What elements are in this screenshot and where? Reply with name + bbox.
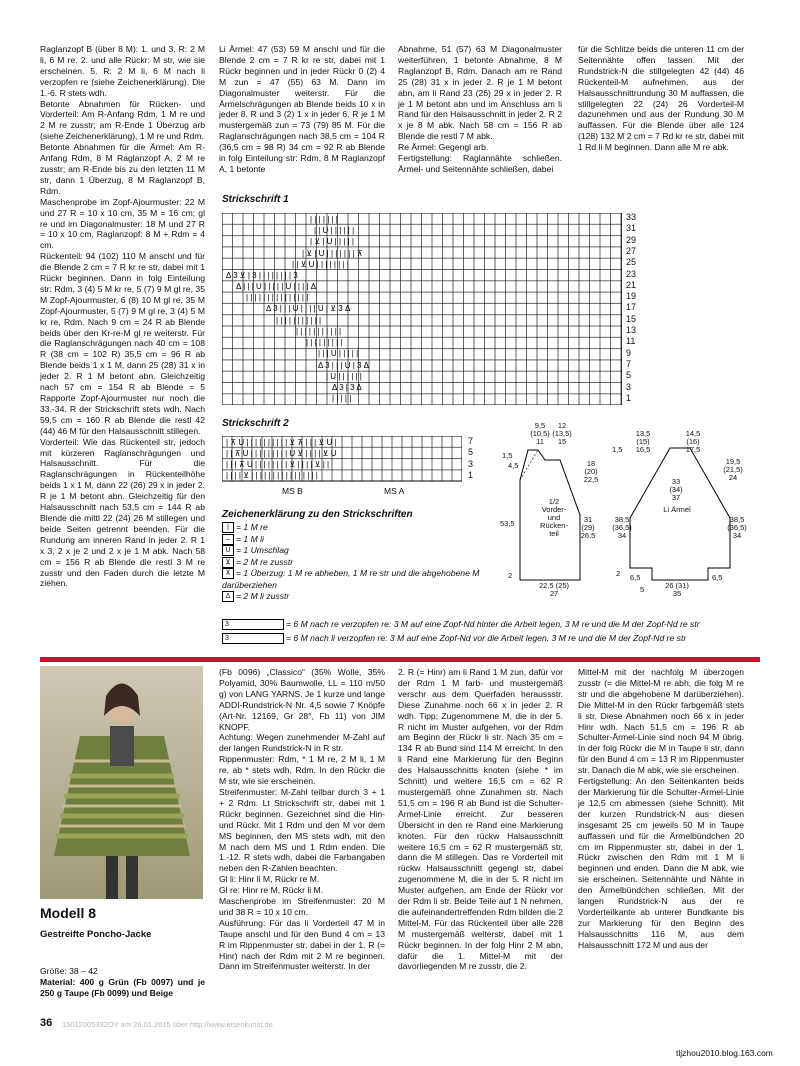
svg-text:| | | | |: | | | | |: [332, 394, 352, 403]
row-num: 23: [626, 268, 637, 279]
paragraph-re-aermel: Re Ärmel: Gegengl arb.: [398, 142, 489, 153]
page-number: 36: [40, 1017, 53, 1029]
chart2-grid: [222, 436, 462, 483]
legend-text: = 1 M li: [236, 533, 264, 544]
schema-sleeve: [612, 428, 752, 600]
svg-text:Δ 3 ⊻ | 3 | | | | | | | | 3: Δ 3 ⊻ | 3 | | | | | | | | 3: [226, 271, 298, 280]
cable-num: 3: [225, 635, 229, 643]
schema-body: [500, 420, 610, 600]
schema-s3: 1,5: [612, 445, 623, 454]
row-num: 1: [626, 392, 632, 403]
paragraph-fertigstellung: Fertigstellung: Raglannähte schließen. Ärmel- und Seitennähte schließen, dabei: [398, 153, 562, 174]
model-title: Modell 8: [40, 905, 97, 921]
model-photo-illustration: [40, 666, 203, 899]
row-num: 27: [626, 245, 637, 256]
paragraph-streifenmuster: Streifenmuster: M-Zahl teilbar durch 3 + 1 + 2 Rdm. Lt Strickschrift str, dabei mit 1 Rückr beginnen. Gezeichnet sind die Hin- und Rückr. Mit 1 Rdm und den M vor dem MS beginnen, den MS stets wdh, mit den M nach dem MS und 1 Rdm enden. Die 1.-12. R stets wdh, dabei die Farbangaben neben den R-Zahlen beachten.: [219, 786, 385, 874]
legend-item: [222, 557, 542, 569]
legend-item: [222, 545, 542, 557]
legend-item: [222, 519, 542, 534]
paragraph-betonte-abnahmen: Betonte Abnahmen für Rücken- und Vorderteil: Am R-Anfang Rdm, 1 M re und 2 M re zusstr; am R-Ende 1 Überzug arb (siehe Zeichenerklärung), 1 M re und Rdm.: [40, 98, 205, 142]
legend-item: [222, 591, 542, 603]
schema-sleeve-label: Li Ärmel: [663, 505, 691, 514]
text-column-2: [219, 44, 385, 175]
schema-m4: 31 (29) 26,5: [580, 515, 596, 540]
row-num: 1: [468, 469, 474, 480]
paragraph-vorderteil: Vorderteil: Wie das Rückenteil str, jedoch mit kürzeren Raglanschrägungen und Halsausschnitt. Für die Raglanschrägungen in Rückenteilhöhe beids 1 x 1 M, dann 22 (26) 29 x in jeder 2. R je 1 M betont abn. Gleichzeitig für den Halsausschnitt nach 53,5 cm = 144 R ab Blende die mittl 22 (24) 26 M stillegen und beide Seiten getrennt beenden. Für die Rundung am inneren Rand in jeder 2. R 1 x 3, 2 x je 2 und 2 x je 1 M abk. Nach 58 cm = 156 R ab Blende die restl 3 M re zusstr und den Faden durch die letzte M ziehen.: [40, 436, 205, 589]
svg-text:| | | | | | | | | | |: | | | | | | | | | | |: [296, 327, 342, 336]
paragraph-raglanzopf-b: Raglanzopf B (über 8 M): 1. und 3. R: 2 M li, 6 M re. 2. und alle Rückr: M str, wie sie erscheinen. 5. R: 2 M li, 6 M nach li verzopfen re (siehe Zeichenerklärung). Die 1.-6. R stets wdh.: [40, 44, 205, 98]
schema-m2: 4,5: [508, 461, 519, 470]
legend-text: = 1 Überzug: 1 M re abheben, 1 M re str und die abgehobene M darüberziehen: [222, 568, 480, 590]
legend-text: = 2 M re zusstr: [236, 556, 294, 567]
schema-s9: 26 (31) 35: [665, 581, 689, 598]
legend-cable-right: [222, 619, 762, 631]
legend-item: [222, 534, 542, 546]
legend-text: = 1 M re: [236, 522, 268, 532]
paragraph-abnahme: Abnahme, 51 (57) 63 M Diagonalmuster weiterführen, 1 betonte Abnahme, 8 M Raglanzopf B, Rdm. Danach am re Rand 25 (28) 31 x in jeder 2. R je 1 M betont abn, am li Rand 23 (26) 29 x in jeder 2. R je 1 M betont abn und im Anschluss am li Rand für den Halsausschnitt in jeder 2. R 2 x je 8 M abk. Nach 58 cm = 156 R ab Blende die restl 7 M abk.: [398, 44, 562, 142]
svg-text:Δ 3 | | | U | 3 Δ: Δ 3 | | | U | 3 Δ: [318, 361, 370, 370]
schema-s2: 14,5 (16) 17,5: [685, 429, 701, 454]
legend-text: = 6 M nach li verzopfen re: 3 M auf eine Zopf-Nd vor die Arbeit legen, 3 M re und die M der Zopf-Nd re str: [286, 633, 687, 643]
svg-text:| | | U | | | | |: | | | U | | | | |: [318, 349, 359, 358]
row-num: 29: [626, 234, 637, 245]
svg-text:| | | | | | |: | | | | | | |: [310, 215, 338, 224]
row-num: 9: [626, 347, 632, 358]
section-divider: [40, 657, 760, 662]
paragraph-li-aermel: Li Ärmel: 47 (53) 59 M anschl und für die Blende 2 cm = 7 R kr re str, dabei mit 1 Rückr beginnen und in jeder Rückr 0 (2) 4 M zun = 47 (55) 63 M. Dann im Diagonalmuster weiterstr. Für die Ärmelschrägungen ab Blende beids 10 x in jeder 8. R und 3 (2) 1 x in jeder 6. R je 1 M mustergemäß zun = 73 (79) 85 M. Für die Raglanschrägungen nach 38,5 cm = 104 R (36,5 cm = 98 R) 34 cm = 92 R ab Blende in folg Einteilung str: Rdm, 8 M Raglanzopf A, 1 betonte: [219, 44, 385, 174]
schema-s11: 2: [616, 569, 621, 578]
schema-s7: 38,5 (36,5) 34: [727, 515, 747, 540]
row-num: 5: [468, 447, 474, 458]
svg-text:| | ⊻ U | | | | | | | |: | | ⊻ U | | | | | | | |: [292, 260, 349, 269]
schema-top-a: 9,5 (10,5) 11: [530, 421, 550, 446]
svg-text:| | ⊼ U | | | | | | | | | U ⊻: | | ⊼ U | | | | | | | | | U ⊻ | | | | ⊻ U: [226, 449, 337, 458]
svg-text:Δ | | | U | | | | | U | | | |: Δ | | | U | | | | | U | | | | Δ: [236, 282, 317, 291]
schema-s10: 6,5: [712, 573, 723, 582]
svg-text:| ⊻ | U | | | | | | | ⊼: | ⊻ | U | | | | | | | ⊼: [302, 249, 363, 258]
cable-right-icon: [222, 619, 284, 630]
svg-text:| | | | | | | | |: | | | | | | | | |: [306, 338, 343, 347]
svg-text:Δ 3 | 3 Δ: Δ 3 | 3 Δ: [332, 383, 362, 392]
footer-watermark: 15012005332OY am 26.01.2015 über http://www.lesenkunst.de: [62, 1020, 273, 1029]
legend-title: Zeichenerklärung zu den Strickschriften: [222, 509, 413, 520]
paragraph-maschenprobe: Maschenprobe im Zopf-Ajourmuster: 22 M und 27 R = 10 x 10 cm, 35 M = 16 cm; gl re und im Diagonalmuster: 18 M und 27 R = 10 x 10 cm, Raglanzopf: 8 M + Rdm = 4 cm.: [40, 196, 205, 251]
schema-m6: 22,5 (25) 27: [538, 581, 570, 598]
schema-s6: 38,5 (36,5) 34: [612, 515, 632, 540]
schema-m1: 1,5: [502, 451, 513, 460]
row-num: 11: [626, 336, 636, 347]
text-column-1: [40, 44, 205, 589]
paragraph-gl-re: Gl re: Hinr re M, Rückr li M.: [219, 885, 324, 896]
row-num: 15: [626, 313, 637, 324]
svg-text:| | | | | | | | | | |: | | | | | | | | | | |: [276, 316, 322, 325]
paragraph-schlitze: für die Schlitze beids die unteren 11 cm der Seitennähte offen lassen. Mit der Rundstrick-N die stillgelegten 42 (44) 46 Rückenteil-M aufnehmen, aus der Halsausschnittrundung 30 M auffassen, die stillgelegten 22 (24) 26 Vorderteil-M dazunehmen und aus der Rundung 30 M auffassen. Für die Blende über alle 124 (128) 132 M 2 cm = 7 Rd kr re str, dabei mit 1 Rd li M beginnen. Dann alle M re abk.: [578, 44, 744, 153]
schema-s8: 6,5: [630, 573, 641, 582]
chart2-title: Strickschrift 2: [222, 418, 289, 429]
blog-credit: tljzhou2010.blog.163.com: [676, 1048, 773, 1058]
schema-m7: 2: [508, 571, 513, 580]
purl-symbol-icon: –: [222, 534, 234, 545]
svg-text:| ⊻ | U | | | | |: | ⊻ | U | | | | |: [310, 237, 354, 246]
svg-text:| | | | | | | | | | | | | | |: | | | | | | | | | | | | | | |: [246, 293, 309, 302]
row-num: 3: [626, 381, 632, 392]
text-column-3: [398, 44, 562, 175]
ssk-icon: ⊼: [222, 568, 234, 579]
groesse: Größe: 38 – 42: [40, 966, 98, 976]
material: Material: 400 g Grün (Fb 0097) und je 250 g Taupe (Fb 0099) und Beige: [40, 976, 205, 998]
row-num: 25: [626, 257, 637, 268]
schema-s4: 19,5 (21,5) 24: [723, 457, 743, 482]
paragraph-ausfuehrung: Ausführung: Für das li Vorderteil 47 M in Taupe anschl und für den Bund 4 cm = 13 R im Rippenmuster str, dabei in der 1. R (= Hinr) nach der Rdm mit 2 M re beginnen. Dann im Streifenmuster weiterstr. In der: [219, 917, 385, 972]
row-num: 31: [626, 223, 637, 234]
bottom-column-3: [398, 667, 563, 972]
chart2-svg: [222, 436, 462, 483]
row-num: 7: [468, 436, 474, 446]
paragraph-zunahmen: 2. R (= Hinr) am li Rand 1 M zun, dafür vor der Rdm 1 M farb- und mustergemäß verschr aus dem Querfaden heraussstr. Diese Zunahme noch 66 x in jeder 2. R wdh. Tipp: Zugenommene M, die in der 5. R nicht im Muster aufgehen, vor der Rdm am Beginn der Rückr li str. Nach 35 cm = 134 R ab Bund sind 114 M erreicht. In den li Rand eine Markierung für den Beginn des Halsausschnitts knoten (siehe * im Schnitt) und weitere 16,5 cm = 62 R mustergemäß ohne Zunahmen str. Nach 51,5 cm = 196 R ab Bund ist die Schulter-Ärmel-Linie erreicht. Zur besseren Übersicht in den re Rand eine Markierung knoten. Für den rückw Halsausschnitt weitere 16,5 cm = 62 R mustergemäß str, dann die M stillegen. Das re Vorderteil mit rückw Halsausschnitt gegengl str, dabei zugenommene M, die in der 5. R nicht im Muster aufgehen, am Ende der Rückr vor der Rdm li str. Beide Teile auf 1 N nehmen, die aufeinandertreffenden Rdm bilden die 2 Mittel-M. Für das Rückenteil über alle 228 M mustergemäß weiterstr, dabei mit 1 Rückr beginnen. In der folg Hinr 2 M abn, dafür die 1. Mittel-M mit der davorliegenden M re zusstr, die 2.: [398, 667, 563, 972]
paragraph-achtung: Achtung: Wegen zunehmender M-Zahl auf der langen Rundstrick-N in R str.: [219, 732, 385, 754]
model-subtitle: Gestreifte Poncho-Jacke: [40, 929, 152, 940]
legend-text: = 6 M nach re verzopfen re: 3 M auf eine Zopf-Nd hinter die Arbeit legen, 3 M re und die M der Zopf-Nd re str: [286, 619, 700, 629]
paragraph-yarn: (Fb 0096) „Classico“ (35% Wolle, 35% Polyamid, 30% Baumwolle, LL = 110 m/50 g) von LANG YARNS. Je 1 kurze und lange ADDI-Rundstrick-N Nr. 4,5 sowie 7 Knöpfe (Art-Nr. 12169, Gr 28°, Fb 11) von JIM KNOPF.: [219, 667, 385, 732]
schema-top-b: 12 (13,5) 15: [552, 421, 572, 446]
paragraph-rueckenteil: Rückenteil: 94 (102) 110 M anschl und für die Blende 2 cm = 7 R kr re str, dabei mit 1 Rückr beginnen. Dann in folg Einteilung str: Rdm, 3 (4) 5 M kr re, 5 (7) 9 M gl re, 35 M Zopf-Ajourmuster, 6 (8) 10 M gl re, 35 M Zopf-Ajourmuster, 5 (7) 9 M gl re, 3 (4) 5 M kr re, Rdm. Nach 9 cm = 24 R ab Blende beids über den Kr-re-M gl re weiterstr. Für die Raglanschrägungen nach 40 cm = 108 R (38 cm = 102 R) 35,5 cm = 96 R ab Blende beids 1 x 1 M, dann 25 (28) 31 x in jeder 2. R 1 M betont abn. Gleichzeitig nach 57 cm = 154 R ab Blende = 5 Rapporte Zopf-Ajourmuster nur noch die 33.-34. R der Strickschrift stets wdh. Nach 59,5 cm = 160 R ab Blende die restl 42 (44) 46 M für den Halsausschnitt stillegen.: [40, 251, 205, 436]
legend-cable-left: [222, 633, 762, 645]
svg-text:| U | | | | | |: | U | | | | | |: [326, 372, 362, 381]
cable-num: 3: [225, 621, 229, 629]
paragraph-gl-li: Gl li: Hinr li M, Rückr re M.: [219, 874, 320, 885]
chart2-label-ms-b: MS B: [282, 486, 303, 496]
chart2-label-ms-a: MS A: [384, 486, 405, 496]
row-num: 3: [468, 458, 474, 469]
p2tog-icon: Δ: [222, 591, 234, 602]
legend-text: = 2 M li zusstr: [236, 591, 290, 601]
row-num: 21: [626, 279, 637, 290]
knit-symbol-icon: |: [222, 522, 234, 533]
legend-list: [222, 519, 542, 603]
row-num: 33: [626, 212, 637, 222]
row-num: 17: [626, 302, 637, 313]
svg-text:| ⊼ U | | | | | | | | | | ⊻ ⊼: | ⊼ U | | | | | | | | | | ⊻ ⊼ | | | ⊻ U |: [226, 438, 337, 447]
svg-text:| | | ⊼ U | | | | | | | | ⊻ |: | | | ⊼ U | | | | | | | | ⊻ | | | | ⊻ | |: [226, 460, 330, 469]
schema-panel-label: 1/2 Vorder- und Rücken- teil: [540, 497, 568, 538]
text-column-4: [578, 44, 744, 153]
row-num: 7: [626, 358, 632, 369]
svg-text:| | | | ⊻ | | | | | | | | | |: | | | | ⊻ | | | | | | | | | | | | | | | |: [226, 471, 318, 480]
schema-s12: 5: [640, 585, 645, 594]
model-photo: [40, 666, 203, 899]
yarn-over-icon: U: [222, 545, 234, 556]
schema-s1: 13,5 (15) 16,5: [635, 429, 651, 454]
row-num: 19: [626, 291, 637, 302]
chart1-grid: [222, 213, 622, 405]
legend-item: [222, 568, 522, 591]
paragraph-rippenmuster: Rippenmuster: Rdm, * 1 M re, 2 M li, 1 M re, ab * stets wdh, Rdm. In den Rückr die M str, wie sie erscheinen.: [219, 754, 385, 787]
k2tog-icon: ⊻: [222, 557, 234, 568]
chart1-title: Strickschrift 1: [222, 194, 289, 205]
row-num: 5: [626, 370, 632, 381]
paragraph-maschenprobe-streifen: Maschenprobe im Streifenmuster: 20 M und 38 R = 10 x 10 cm.: [219, 896, 385, 917]
svg-text:| | U | | | | | |: | | U | | | | | |: [314, 226, 355, 235]
chart1-svg: [222, 213, 622, 405]
legend-text: = 1 Umschlag: [236, 545, 289, 555]
bottom-column-2: [219, 667, 385, 972]
row-num: 13: [626, 325, 637, 335]
schema-s5: 33 (34) 37: [669, 477, 683, 502]
paragraph-fertigstellung-poncho: Fertigstellung: An den Seitenkanten beids der Markierung für die Schulter-Ärmel-Linie je 12,5 cm abmessen (siehe Schnitt). Mit der kurzen Rundstrick-N aus diesen insgesamt 25 cm jeweils 50 M in Taupe auffassen und für die Ärmelbündchen 20 cm im Rippenmuster str, dabei in der 1. Rückr zwischen den Rdm mit 1 M li beginnen und enden. Dann die M abk, wie sie erscheinen. Seitennähte und Nähte in den Ärmelbündchen schließen. Mit der langen Rundstrick-N aus der re Vorderteilkante ab unterer Bundkante bis zur Markierung für den Beginn des Halsausschnitts 116 M, aus dem Halsausschnitt 172 M und aus der: [578, 776, 744, 950]
schema-m3: 53,5: [500, 519, 515, 528]
schema-m5: 18 (20) 22,5: [583, 459, 599, 484]
paragraph-mittel-m: Mittel-M mit der nachfolg M überzogen zusstr (= die Mittel-M re abh, die folg M re str und die abgehobene M darüberziehen). Die Mittel-M in den Rückr farbgemäß stets li str. Diese Abnahmen noch 66 x in jeder Hinr wdh. Nach 51,5 cm = 196 R ab Schulter-Ärmel-Linie sind noch 94 M übrig. In der folg Rückr die M in Taupe li str, dann für den Bund 4 cm = 13 R im Rippenmuster str. Danach die M abk, wie sie erscheinen.: [578, 667, 744, 776]
model-info: [40, 966, 205, 999]
bottom-column-4: [578, 667, 744, 951]
svg-text:Δ 3 | | | U | | | | U | ⊻ 3 Δ: Δ 3 | | | U | | | | U | ⊻ 3 Δ: [266, 304, 351, 313]
cable-left-icon: [222, 633, 284, 644]
paragraph-betonte-abnahmen-aermel: Betonte Abnahmen für die Ärmel: Am R-Anfang Rdm, 8 M Raglanzopf A, 2 M re zusstr; am R-Ende bis zu den letzten 11 M str, dann 1 Überzug, 8 M Raglanzopf B, Rdm.: [40, 142, 205, 196]
